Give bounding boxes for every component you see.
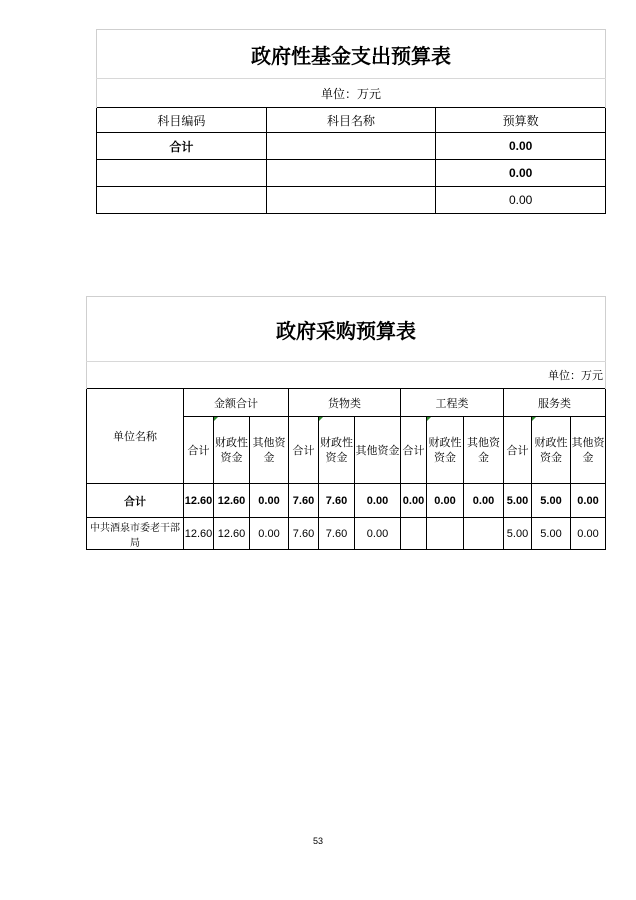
data-row-label: 中共酒泉市委老干部局 [87,518,184,550]
cell-value: 7.60 [319,484,355,518]
table-row [97,160,606,187]
row-code: 合计 [97,133,267,160]
cell-value: 5.00 [504,518,532,550]
row-name [266,187,436,214]
subheader-other-funds: 其他资金 [355,417,401,484]
cell-value: 5.00 [532,484,571,518]
cell-value: 12.60 [184,518,214,550]
cell-value [401,518,427,550]
cell-value: 0.00 [355,484,401,518]
procurement-table-title: 政府采购预算表 [87,297,606,362]
header-unit-name: 单位名称 [87,389,184,484]
cell-value: 0.00 [427,484,464,518]
row-amount: 0.00 [436,187,606,214]
cell-value: 12.60 [184,484,214,518]
row-code [97,160,267,187]
cell-value: 7.60 [289,484,319,518]
group-header-goods: 货物类 [289,389,401,417]
subheader-other-funds: 其他资金 [571,417,606,484]
cell-value: 7.60 [319,518,355,550]
total-row-label: 合计 [87,484,184,518]
cell-value: 12.60 [214,518,250,550]
cell-value: 0.00 [250,518,289,550]
subheader-fiscal-funds: 财政性资金 [427,417,464,484]
table-row [97,187,606,214]
subheader-fiscal-funds: 财政性资金 [319,417,355,484]
cell-value: 0.00 [355,518,401,550]
cell-value: 0.00 [571,484,606,518]
subheader-total: 合计 [289,417,319,484]
cell-value: 5.00 [532,518,571,550]
header-subject-code: 科目编码 [97,108,267,133]
header-budget-amount: 预算数 [436,108,606,133]
fund-table-title: 政府性基金支出预算表 [97,30,606,79]
procurement-table-unit: 单位：万元 [87,362,606,389]
row-amount: 0.00 [436,160,606,187]
fund-table-unit: 单位：万元 [97,79,606,108]
table-row [87,518,606,550]
group-header-works: 工程类 [401,389,504,417]
procurement-table [86,296,606,550]
subheader-total: 合计 [184,417,214,484]
subheader-fiscal-funds: 财政性资金 [214,417,250,484]
row-amount: 0.00 [436,133,606,160]
subheader-other-funds: 其他资金 [250,417,289,484]
fund-expenditure-table [96,29,606,214]
page-number: 53 [312,836,323,846]
cell-value [464,518,504,550]
cell-value: 0.00 [250,484,289,518]
cell-value: 0.00 [571,518,606,550]
row-code [97,187,267,214]
cell-value [427,518,464,550]
subheader-total: 合计 [504,417,532,484]
table-row [87,484,606,518]
cell-value: 7.60 [289,518,319,550]
row-name [266,160,436,187]
subheader-total: 合计 [401,417,427,484]
group-header-total: 金额合计 [184,389,289,417]
group-header-services: 服务类 [504,389,606,417]
row-name [266,133,436,160]
cell-value: 0.00 [464,484,504,518]
cell-value: 0.00 [401,484,427,518]
subheader-other-funds: 其他资金 [464,417,504,484]
header-subject-name: 科目名称 [266,108,436,133]
cell-value: 12.60 [214,484,250,518]
cell-value: 5.00 [504,484,532,518]
subheader-fiscal-funds: 财政性资金 [532,417,571,484]
table-row [97,133,606,160]
